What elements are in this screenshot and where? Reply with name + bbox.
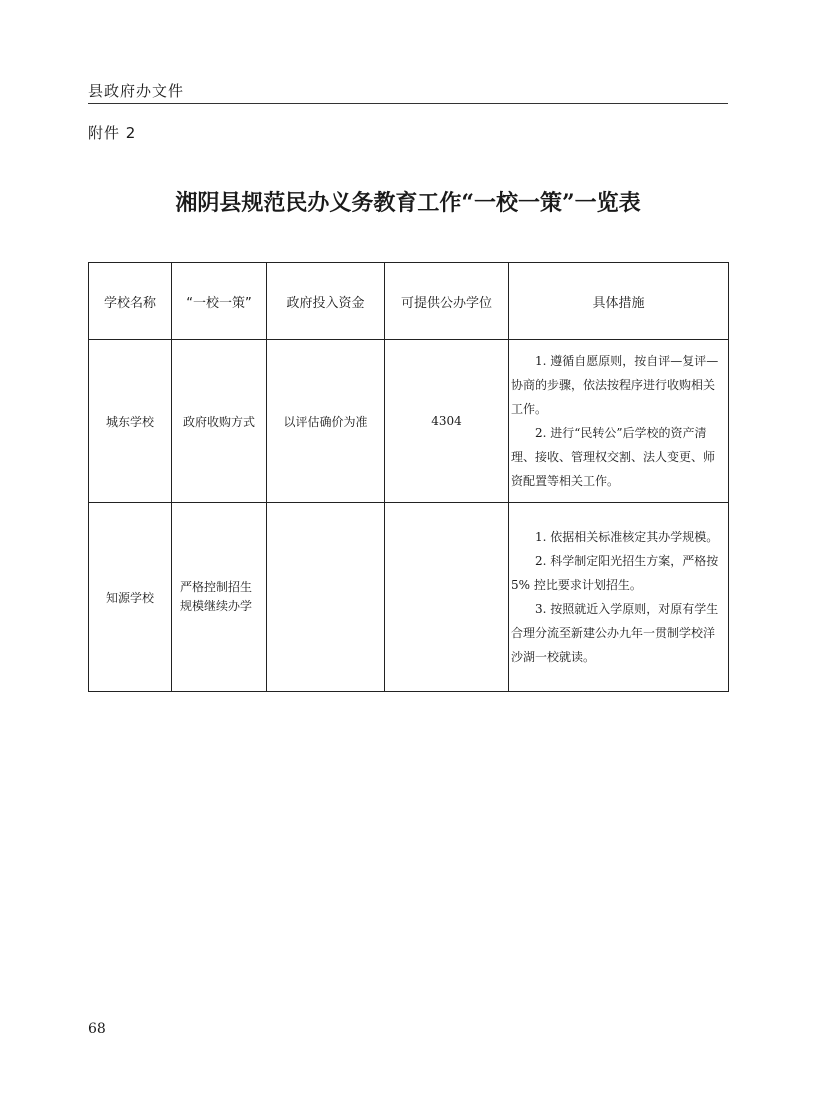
table-row (89, 340, 729, 503)
seats-cell (385, 503, 509, 692)
document-header: 县政府办文件 (88, 82, 185, 100)
column-header-funding: 政府投入资金 (267, 263, 385, 340)
column-header-seats: 可提供公办学位 (385, 263, 509, 340)
measure-item: 1. 遵循自愿原则，按自评—复评—协商的步骤，依法按程序进行收购相关工作。 (511, 354, 719, 416)
measure-item: 2. 进行“民转公”后学校的资产清理、接收、管理权交割、法人变更、师资配置等相关工作。 (511, 426, 716, 488)
funding-cell (267, 503, 385, 692)
column-header-policy: “一校一策” (172, 263, 267, 340)
measure-item: 1. 依据相关标准核定其办学规模。 (535, 530, 719, 544)
column-header-measures: 具体措施 (509, 263, 729, 340)
school-name: 城东学校 (89, 340, 172, 503)
funding-cell: 以评估确价为准 (267, 340, 385, 503)
header-divider (88, 103, 728, 104)
policy-cell: 严格控制招生规模继续办学 (172, 503, 267, 692)
document-title: 湘阴县规范民办义务教育工作“一校一策”一览表 (175, 190, 641, 216)
measure-item: 2. 科学制定阳光招生方案，严格按 5% 控比要求计划招生。 (511, 554, 719, 592)
page-number: 68 (88, 1021, 106, 1037)
table-header-row (89, 263, 729, 340)
policy-table (88, 262, 729, 692)
column-header-school: 学校名称 (89, 263, 172, 340)
measures-cell (509, 503, 729, 692)
measure-item: 3. 按照就近入学原则，对原有学生合理分流至新建公办九年一贯制学校洋沙湖一校就读。 (511, 602, 719, 664)
school-name: 知源学校 (89, 503, 172, 692)
measures-cell (509, 340, 729, 503)
seats-cell: 4304 (385, 340, 509, 503)
policy-cell: 政府收购方式 (172, 340, 267, 503)
table-row (89, 503, 729, 692)
attachment-label: 附件 2 (88, 124, 137, 142)
